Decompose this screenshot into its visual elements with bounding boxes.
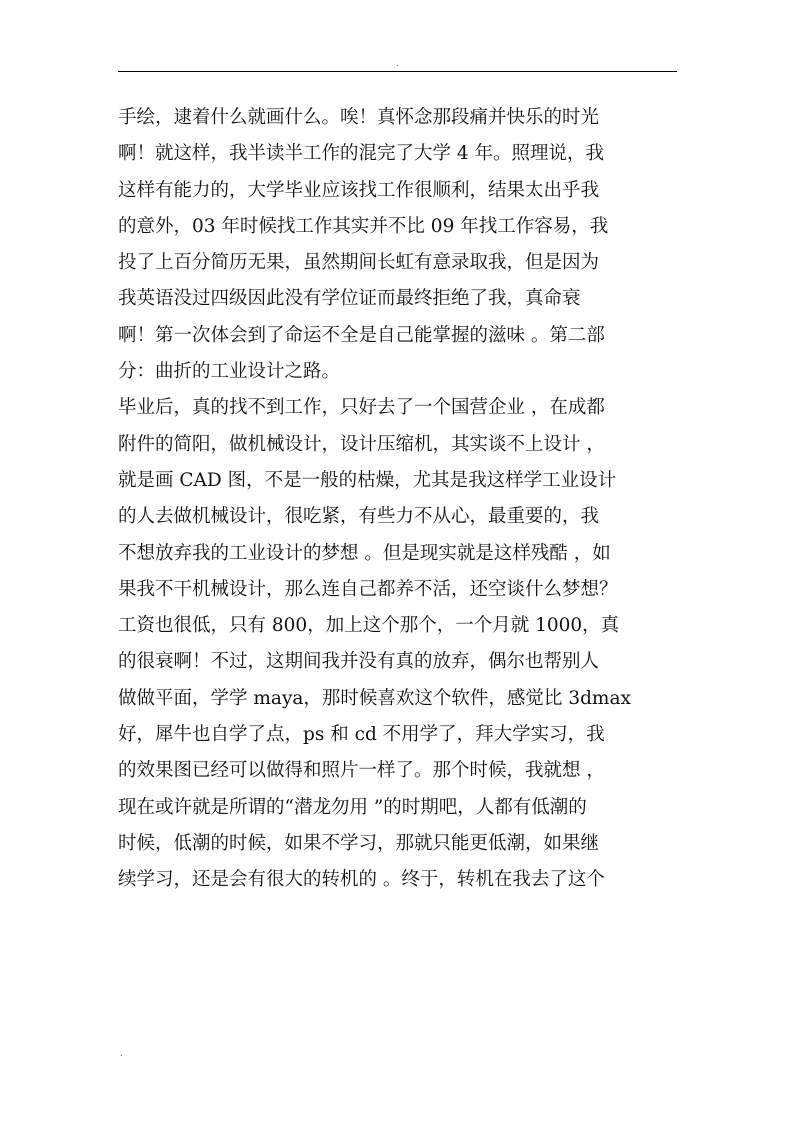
header-rule (118, 71, 677, 72)
text-line: 不想放弃我的工业设计的梦想 。但是现实就是这样残酷 ，如 (118, 542, 611, 564)
text-line: 啊！第一次体会到了命运不全是自己能掌握的滋味 。第二部 (118, 324, 605, 346)
text-line: 啊！就这样，我半读半工作的混完了大学 4 年。照理说，我 (118, 143, 605, 165)
footer-mark: . (120, 1049, 123, 1058)
text-line: 的人去做机械设计，很吃紧，有些力不从心，最重要的，我 (118, 506, 600, 528)
text-line: 工资也很低，只有 800，加上这个那个，一个月就 1000，真 (118, 615, 620, 637)
header-mark: . (396, 59, 399, 68)
document-body (118, 100, 678, 899)
text-line: 我英语没过四级因此没有学位证而最终拒绝了我，真命衰 (118, 288, 581, 310)
text-line: 的意外，03 年时候找工作其实并不比 09 年找工作容易，我 (118, 215, 609, 237)
text-line: 手绘，逮着什么就画什么。唉！真怀念那段痛并快乐的时光 (118, 107, 600, 128)
text-line: 做做平面，学学 maya，那时候喜欢这个软件，感觉比 3dmax (118, 687, 631, 709)
text-line: 现在或许就是所谓的“潜龙勿用 ”的时期吧，人都有低潮的 (118, 796, 587, 818)
text-line: 好，犀牛也自学了点，ps 和 cd 不用学了，拜大学实习，我 (118, 724, 605, 746)
text-line: 时候，低潮的时候，如果不学习，那就只能更低潮，如果继 (118, 832, 600, 854)
text-line: 就是画 CAD 图，不是一般的枯燥，尤其是我这样学工业设计 (118, 469, 617, 491)
text-line: 毕业后，真的找不到工作，只好去了一个国营企业 ，在成都 (118, 397, 605, 419)
text-line: 分：曲折的工业设计之路。 (118, 361, 341, 383)
text-line: 的很衰啊！不过，这期间我并没有真的放弃，偶尔也帮别人 (118, 651, 600, 673)
text-line: 续学习，还是会有很大的转机的 。终于，转机在我去了这个 (118, 869, 605, 891)
text-line: 的效果图已经可以做得和照片一样了。那个时候，我就想 ， (118, 760, 605, 782)
text-line: 附件的简阳，做机械设计，设计压缩机，其实谈不上设计 ， (118, 433, 605, 455)
text-line: 这样有能力的，大学毕业应该找工作很顺利，结果太出乎我 (118, 179, 600, 201)
text-line: 投了上百分简历无果，虽然期间长虹有意录取我，但是因为 (118, 252, 600, 274)
text-line: 果我不干机械设计，那么连自己都养不活，还空谈什么梦想？ (118, 578, 618, 600)
